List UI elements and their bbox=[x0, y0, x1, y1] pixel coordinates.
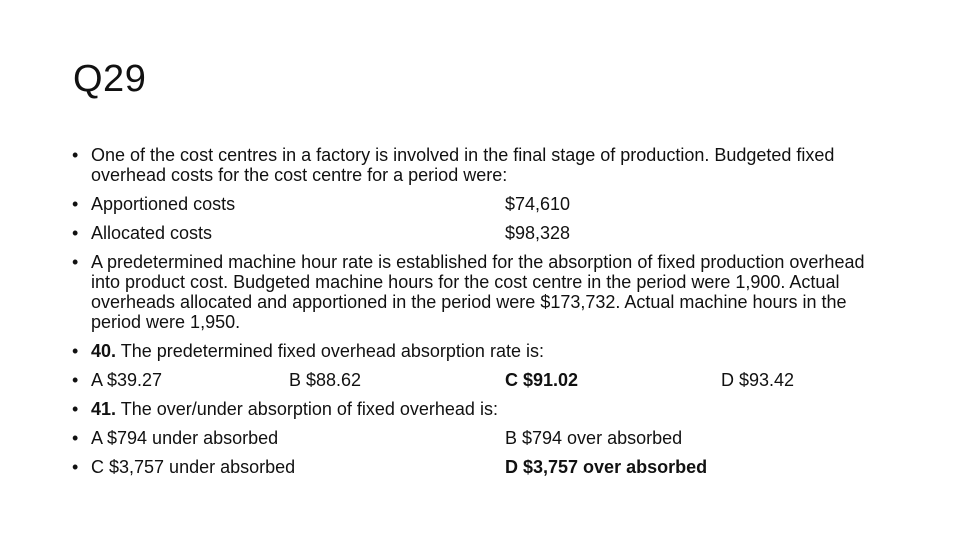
allocated-label: • Allocated costs bbox=[91, 223, 213, 243]
bullet-q41-options-ab bbox=[72, 428, 892, 448]
q40-option-d: D $93.42 bbox=[721, 370, 795, 390]
q41-number: 41. bbox=[91, 399, 117, 419]
bullet-allocated bbox=[72, 223, 892, 243]
q40-option-a: • A $39.27 bbox=[91, 370, 163, 390]
apportioned-label: • Apportioned costs bbox=[91, 194, 236, 214]
q41-option-a: • A $794 under absorbed bbox=[91, 428, 279, 448]
bullet-intro bbox=[72, 145, 892, 185]
intro-text: One of the cost centres in a factory is involved in the final stage of production. Budgeted fixed overhead costs for the cost centre for a period were: bbox=[91, 145, 835, 185]
q40-number: 40. bbox=[91, 341, 117, 361]
q41-option-b: B $794 over absorbed bbox=[505, 428, 683, 448]
bullet-rate bbox=[72, 252, 892, 332]
slide-title: Q29 bbox=[73, 58, 147, 100]
q41-option-c: • C $3,757 under absorbed bbox=[91, 457, 296, 477]
q40-option-b: B $88.62 bbox=[289, 370, 362, 390]
bullet-q41-options-cd bbox=[72, 457, 892, 477]
bullet-q40-options bbox=[72, 370, 892, 390]
q40-text: The predetermined fixed overhead absorption rate is: bbox=[120, 341, 544, 361]
bullet-q40 bbox=[72, 341, 892, 361]
bullet-q41 bbox=[72, 399, 892, 419]
bullet-apportioned bbox=[72, 194, 892, 214]
q40-option-c: C $91.02 bbox=[505, 370, 579, 390]
allocated-value: $98,328 bbox=[505, 223, 571, 243]
bullet-list bbox=[72, 145, 892, 477]
rate-text: A predetermined machine hour rate is established for the absorption of fixed production overhead into product cost. Budgeted machine hours for the cost centre in the period were 1,900. Actual overheads allocated and apportioned in the period were $173,732. Actual machine hours in the period were 1,950. bbox=[91, 252, 865, 332]
q41-text: The over/under absorption of fixed overhead is: bbox=[120, 399, 498, 419]
q41-option-d: D $3,757 over absorbed bbox=[505, 457, 708, 477]
apportioned-value: $74,610 bbox=[505, 194, 571, 214]
